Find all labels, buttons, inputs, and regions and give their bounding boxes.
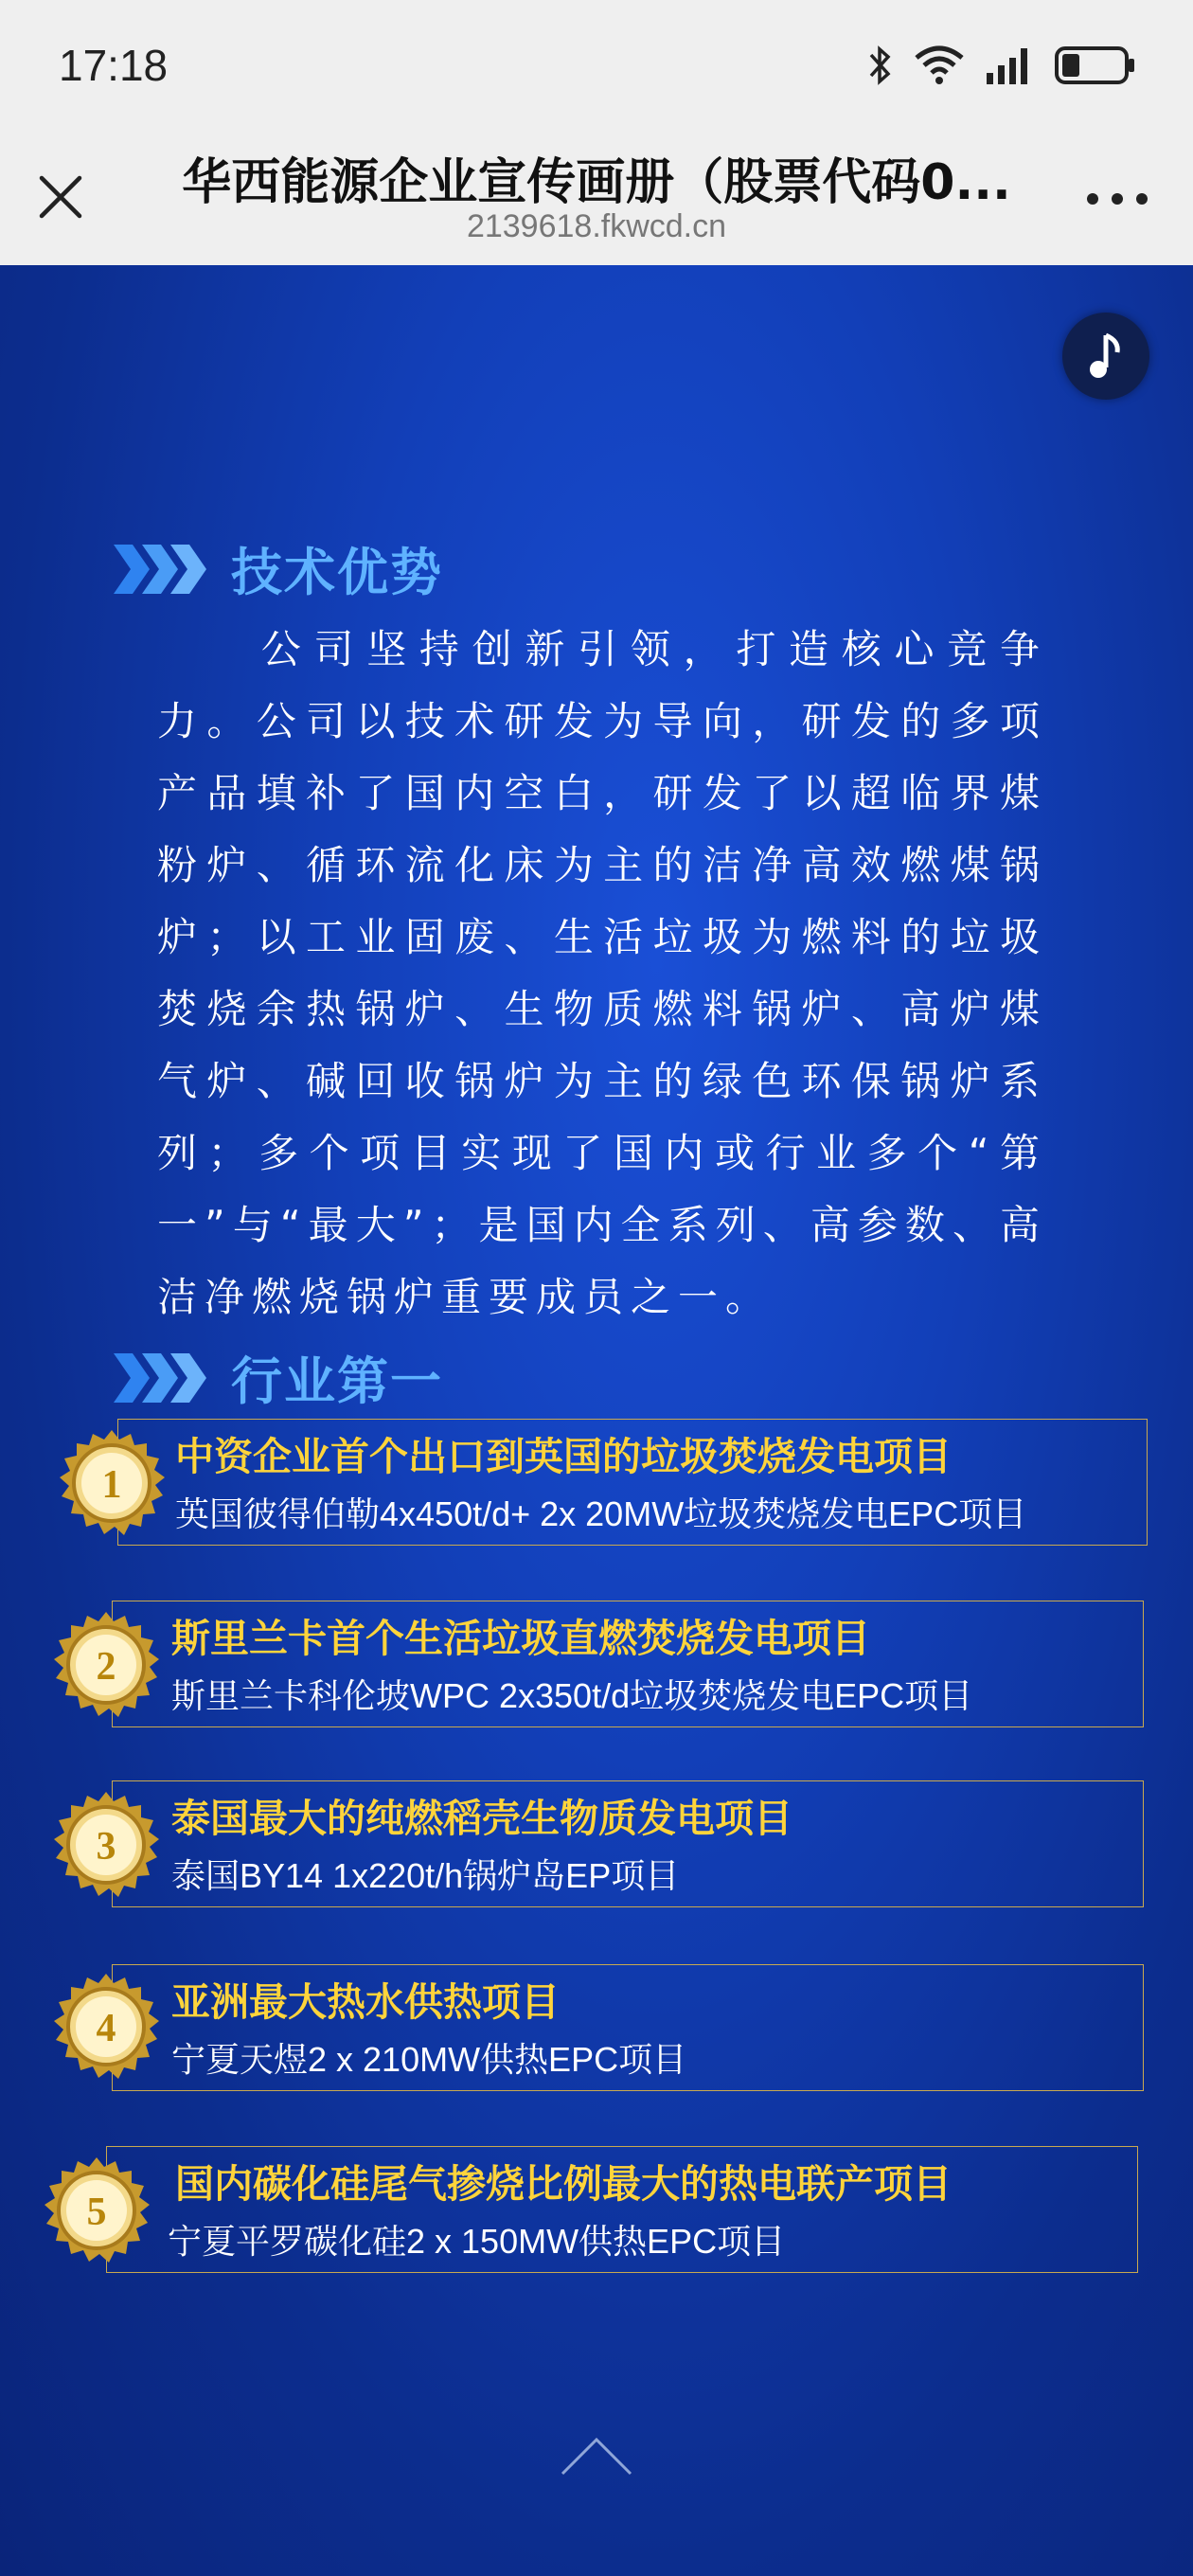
medal-number: 5 xyxy=(86,2191,107,2234)
medal-number: 3 xyxy=(96,1825,116,1869)
section-tech-header xyxy=(112,532,443,605)
music-note-icon xyxy=(1062,313,1149,400)
section-industry-header xyxy=(112,1341,443,1414)
close-icon[interactable] xyxy=(34,170,87,224)
signal-icon xyxy=(985,45,1036,86)
bluetooth-icon xyxy=(867,44,894,87)
tech-paragraph xyxy=(157,614,1047,1333)
status-icons xyxy=(867,42,1136,89)
section-industry-title: 行业第一 xyxy=(231,1351,443,1411)
item-title: 中资企业首个出口到英国的垃圾焚烧发电项目 xyxy=(175,1434,952,1479)
tech-paragraph-text: 公司坚持创新引领，打造核心竞争力。公司以技术研发为导向，研发的多项产品填补了国内空白，研发了以超临界煤粉炉、循环流化床为主的洁净高效燃煤锅炉；以工业固废、生活垃圾为燃料的垃圾焚烧余热锅炉、生物质燃料锅炉、高炉煤气炉、碱回收锅炉为主的绿色环保锅炉系列；多个项目实现了国内或行业多个“第一”与“最大”；是国内全系列、高参数、高洁净燃烧锅炉重要成员之一。 xyxy=(157,626,1047,1320)
industry-item-1 xyxy=(117,1419,1148,1546)
medal-1-icon xyxy=(57,1428,167,1538)
chevrons-icon xyxy=(112,543,206,596)
medal-4-icon xyxy=(51,1972,161,2082)
battery-icon xyxy=(1055,45,1136,86)
browser-titlebar xyxy=(0,133,1193,265)
status-bar xyxy=(0,0,1193,133)
section-tech-title: 技术优势 xyxy=(231,543,443,602)
item-subtitle: 斯里兰卡科伦坡WPC 2x350t/d垃圾焚烧发电EPC项目 xyxy=(171,1676,973,1715)
medal-number: 2 xyxy=(96,1645,116,1689)
scroll-up-icon[interactable] xyxy=(559,2432,634,2479)
industry-item-2 xyxy=(112,1601,1144,1727)
item-subtitle: 宁夏平罗碳化硅2 x 150MW供热EPC项目 xyxy=(168,2222,786,2261)
page-url: 2139618.fkwcd.cn xyxy=(466,208,727,244)
medal-number: 4 xyxy=(96,2007,116,2050)
music-button[interactable] xyxy=(1062,313,1149,400)
page-title: 华西能源企业宣传画册（股票代码0... xyxy=(182,154,1011,211)
industry-item-5 xyxy=(106,2146,1138,2273)
content-area xyxy=(0,265,1193,2576)
item-title: 亚洲最大热水供热项目 xyxy=(171,1979,560,2025)
medal-5-icon xyxy=(42,2156,151,2265)
item-title: 斯里兰卡首个生活垃圾直燃焚烧发电项目 xyxy=(171,1616,870,1661)
medal-3-icon xyxy=(51,1790,161,1900)
wifi-icon xyxy=(913,45,966,86)
item-subtitle: 英国彼得伯勒4x450t/d+ 2x 20MW垃圾焚烧发电EPC项目 xyxy=(175,1494,1027,1533)
item-title: 泰国最大的纯燃稻壳生物质发电项目 xyxy=(171,1796,792,1841)
chevrons-icon xyxy=(112,1351,206,1404)
industry-item-3 xyxy=(112,1780,1144,1907)
item-subtitle: 宁夏天煜2 x 210MW供热EPC项目 xyxy=(171,2040,687,2079)
item-subtitle: 泰国BY14 1x220t/h锅炉岛EP项目 xyxy=(171,1856,680,1895)
industry-item-4 xyxy=(112,1964,1144,2091)
more-options-icon[interactable] xyxy=(1079,170,1155,227)
medal-2-icon xyxy=(51,1610,161,1720)
medal-number: 1 xyxy=(101,1463,122,1507)
item-title: 国内碳化硅尾气掺烧比例最大的热电联产项目 xyxy=(175,2161,952,2207)
status-time: 17:18 xyxy=(59,41,169,90)
